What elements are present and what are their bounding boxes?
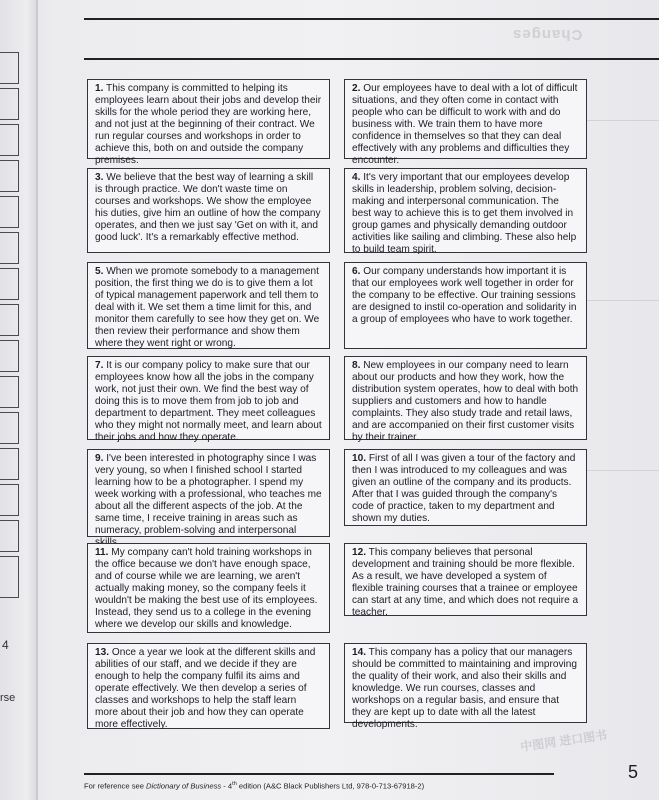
bleed-box (0, 376, 19, 408)
card-text: New employees in our company need to learn about our products and how they work, how the distribution system operates, how to deal with both suppliers and customers and how to handle complaints. They also study trade and retail laws, and are accompanied on their first customer visits by their trainer. (352, 360, 579, 443)
card-number: 6. (352, 266, 361, 277)
card-number: 12. (352, 547, 367, 558)
bleed-box (0, 160, 19, 192)
card-number: 8. (352, 360, 361, 371)
card-text: This company has a policy that our managers should be committed to maintaining and improving the quality of their work, and also their skills and knowledge. We run courses, classes and workshops on a regular basis, and ensure that they are kept up to date with all the latest developments. (352, 647, 577, 730)
bleed-box (0, 196, 19, 228)
card-text: We believe that the best way of learning a skill is through practice. We don't waste time on courses and workshops. We show the employee his duties, give him an outline of how the company operates, and then we just say 'Get on with it, and good luck'. It's a remarkably effective method. (95, 172, 321, 243)
statement-card-6 (344, 262, 587, 349)
statement-card-5 (87, 262, 330, 349)
statement-card-8 (344, 356, 587, 443)
bleed-number: 4 (2, 638, 9, 652)
card-text: First of all I was given a tour of the factory and then I was introduced to my colleagues and was given an outline of the company and its products. After that I was guided through the company's code of practice, taken to my department and shown my duties. (352, 453, 576, 524)
bleed-box (0, 268, 19, 300)
statement-card-10 (344, 449, 587, 526)
bleed-box (0, 412, 19, 444)
footer-edition-sep: - 4 (221, 781, 233, 791)
statement-card-14 (344, 643, 587, 730)
top-rule (84, 18, 659, 20)
card-number: 5. (95, 266, 104, 277)
statement-card-2 (344, 79, 587, 166)
bleed-box (0, 484, 19, 516)
statement-card-11 (87, 543, 330, 633)
card-number: 9. (95, 453, 104, 464)
statement-card-13 (87, 643, 330, 729)
bleed-box (0, 448, 19, 480)
header-rule (84, 58, 659, 60)
bleed-box (0, 52, 19, 84)
card-text: Our employees have to deal with a lot of difficult situations, and they often come in contact with people who can be difficult to work with and do business with. We train them to have more confidence in themselves so that they can deal effectively with any problems and difficulties they encounter. (352, 83, 578, 166)
card-text: When we promote somebody to a management position, the first thing we do is to give them a lot of typical management paperwork and tell them to deal with it. We set them a time limit for this, and monitor them carefully to see how they get on. We then review their performance and show them where they went right or wrong. (95, 266, 320, 349)
bleed-box (0, 124, 19, 156)
card-number: 4. (352, 172, 361, 183)
card-text: My company can't hold training workshops in the office because we don't have enough space, and of course while we are learning, we aren't actually making money, so the company feels it wouldn't be making the best use of its employees. Instead, they send us to a college in the evening where we develop our skills and knowledge. (95, 547, 318, 630)
card-text: I've been interested in photography since I was very young, so when I finished school I started learning how to be a photographer. I spend my week working with a professional, who teaches me about all the different aspects of the job. At the same time, I receive training in areas such as numeracy, problem-solving and interpersonal (95, 453, 322, 536)
page-number: 5 (628, 762, 639, 782)
bleed-word: rse (0, 692, 16, 704)
card-number: 10. (352, 453, 367, 464)
footer-book-title: Dictionary of Business (146, 781, 222, 791)
watermark: 中图网 进口图书 (519, 727, 608, 755)
card-number: 7. (95, 360, 104, 371)
bleed-box (0, 88, 19, 120)
binding-line (36, 0, 38, 800)
card-text: This company is committed to helping its employees learn about their jobs and develop their skills for the whole period they are working here, and not just at the beginning of their contract. We run regular courses and workshops in order to achieve this, both on and outside the company premises. (95, 83, 322, 166)
card-number: 13. (95, 647, 110, 658)
card-text: It is our company policy to make sure that our employees know how all the jobs in the company work, not just their own. We find the best way of doing this is to move them from job to job and department to department. They meet colleagues who they might not normally meet, and learn about their jobs and how they operate. (95, 360, 322, 443)
card-number: 1. (95, 83, 104, 94)
statement-card-4 (344, 168, 587, 253)
statement-card-1 (87, 79, 330, 166)
bleed-box (0, 556, 19, 598)
left-margin-strip (0, 0, 38, 800)
card-text: Our company understands how important it is that our employees work well together in order for the company to be effective. Our training sessions are designed to instil co-operation and solidarity in a group of employees who have to work together. (352, 266, 577, 325)
bleed-box (0, 520, 19, 552)
statement-card-9 (87, 449, 330, 537)
bleed-box (0, 304, 19, 336)
card-number: 2. (352, 83, 361, 94)
statement-card-7 (87, 356, 330, 443)
statement-card-12 (344, 543, 587, 616)
footer-prefix: For reference see (84, 781, 147, 791)
card-number: 14. (352, 647, 367, 658)
card-number: 11. (95, 547, 109, 558)
statement-card-3 (87, 168, 330, 253)
bleed-box (0, 340, 19, 372)
header-title: Changes (512, 26, 583, 43)
bleed-box (0, 232, 19, 264)
footer-suffix: edition (A&C Black Publishers Ltd, 978-0-713-67918-2) (236, 781, 425, 791)
footer-rule (84, 773, 554, 775)
footer-edition-sup: th (232, 781, 237, 787)
card-number: 3. (95, 172, 104, 183)
card-text: It's very important that our employees develop skills in leadership, problem solving, decision-making and interpersonal communication. The best way to achieve this is to get them involved in group games and physically demanding outdoor activities like sailing and climbing. These also help to build team spirit. (352, 172, 577, 255)
reference-footer (84, 781, 424, 791)
card-text: Once a year we look at the different skills and abilities of our staff, and we decide if they are enough to help the company fulfil its aims and operate effectively. We then develop a series of classes and workshops to help the staff learn more about their job and how they can operate more effectively. (95, 647, 316, 730)
card-text: This company believes that personal development and training should be more flexible. As a result, we have developed a system of flexible training courses that a trainee or employee can start at any time, and which does not require a teacher. (352, 547, 579, 618)
